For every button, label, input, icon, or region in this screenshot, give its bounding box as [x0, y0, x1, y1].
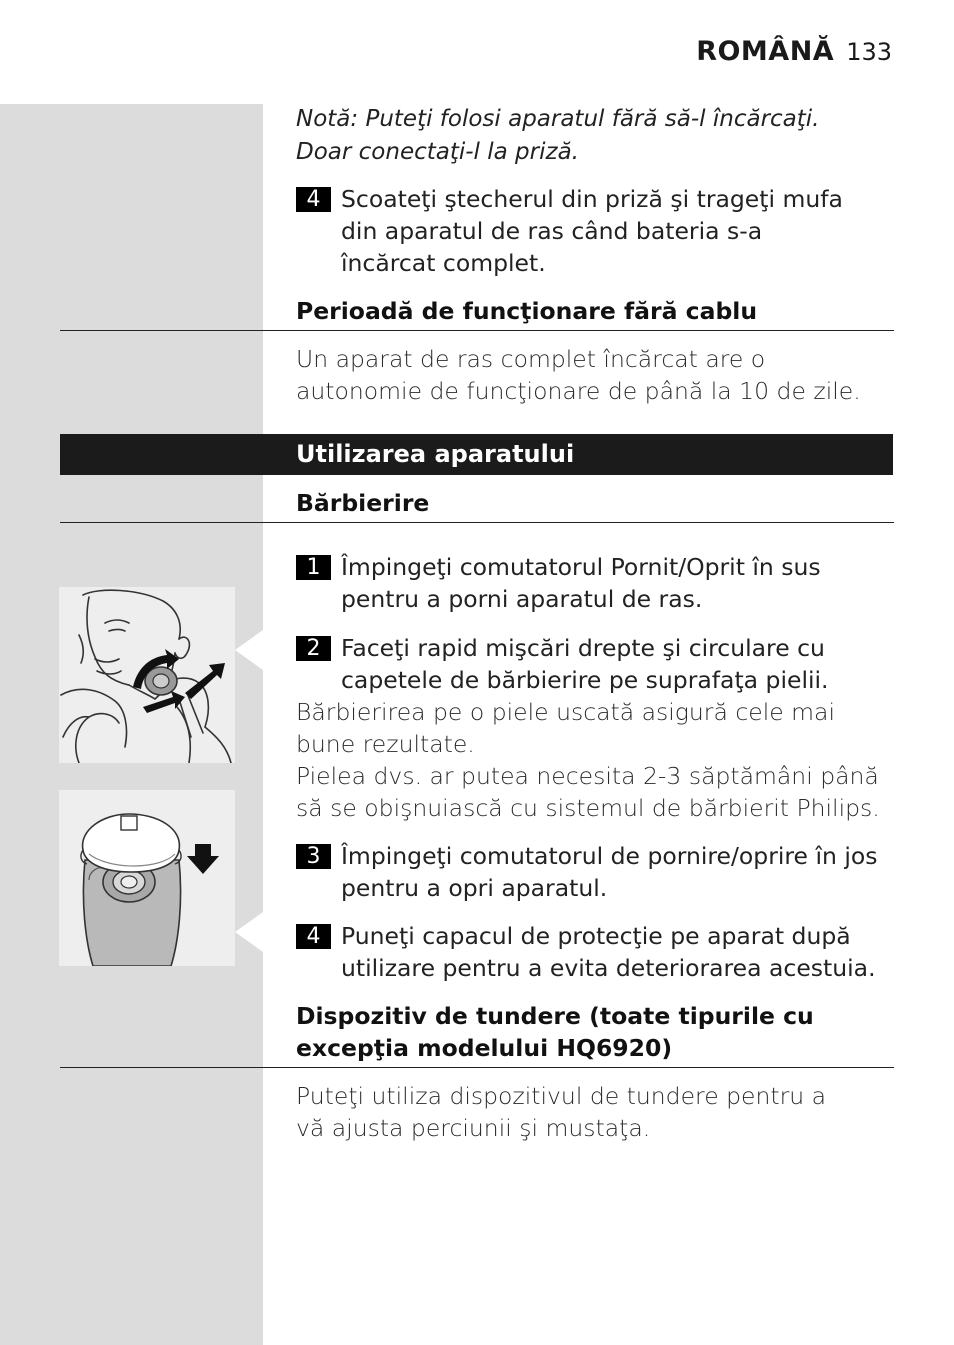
charging-step-4 — [296, 183, 896, 279]
divider — [60, 522, 894, 523]
shaving-step-4 — [296, 920, 896, 984]
divider — [60, 1067, 894, 1068]
page-number: 133 — [846, 38, 892, 66]
step-number-badge: 4 — [296, 187, 331, 212]
shaving-tip-dry: Bărbierirea pe o piele uscată asigură cele mai bune rezultate. — [296, 698, 835, 758]
step-text: Puneţi capacul de protecţie pe aparat după utilizare pentru a evita deteriorarea acestuia. — [341, 922, 876, 982]
step-text: Scoateţi ştecherul din priză şi trageţi mufa din aparatul de ras când bateria s-a încărcat complet. — [341, 185, 843, 277]
step-text: Împingeţi comutatorul de pornire/oprire în jos pentru a opri aparatul. — [341, 842, 878, 902]
charging-note: Notă: Puteţi folosi aparatul fără să-l încărcaţi. Doar conectaţi-l la priză. — [296, 106, 820, 165]
language-title: ROMÂNĂ — [696, 36, 835, 67]
illustration-pointer — [235, 630, 263, 670]
cordless-heading: Perioadă de funcţionare fără cablu — [296, 297, 758, 325]
section-title: Utilizarea aparatului — [296, 440, 575, 468]
shaver-cap-drawing — [59, 790, 235, 966]
shaving-step-2 — [296, 632, 896, 696]
trimmer-heading: Dispozitiv de tundere (toate tipurile cu excepţia modelului HQ6920) — [296, 1002, 814, 1062]
shaving-heading: Bărbierire — [296, 489, 430, 517]
step-number-badge: 4 — [296, 924, 331, 949]
step-number-badge: 1 — [296, 555, 331, 580]
step-number-badge: 3 — [296, 844, 331, 869]
divider — [60, 330, 894, 331]
cordless-text: Un aparat de ras complet încărcat are o autonomie de funcţionare de până la 10 de zile. — [296, 345, 861, 405]
shaving-face-illustration — [59, 587, 235, 763]
section-bar — [60, 434, 893, 475]
step-number-badge: 2 — [296, 636, 331, 661]
shaver-cap-illustration — [59, 790, 235, 966]
step-text: Faceţi rapid mişcări drepte şi circulare cu capetele de bărbierire pe suprafaţa pielii. — [341, 634, 829, 694]
shaving-step-1 — [296, 551, 896, 615]
shaving-step-3 — [296, 840, 896, 904]
page-header — [696, 36, 892, 67]
illustration-pointer — [235, 912, 263, 952]
trimmer-text: Puteţi utiliza dispozitivul de tundere pentru a vă ajusta perciunii şi mustaţa. — [296, 1082, 827, 1142]
shaving-tip-adapt: Pielea dvs. ar putea necesita 2-3 săptămâni până să se obişnuiască cu sistemul de bărbierit Philips. — [296, 762, 880, 822]
step-text: Împingeţi comutatorul Pornit/Oprit în sus pentru a porni aparatul de ras. — [341, 553, 821, 613]
shaving-face-drawing — [59, 587, 235, 763]
